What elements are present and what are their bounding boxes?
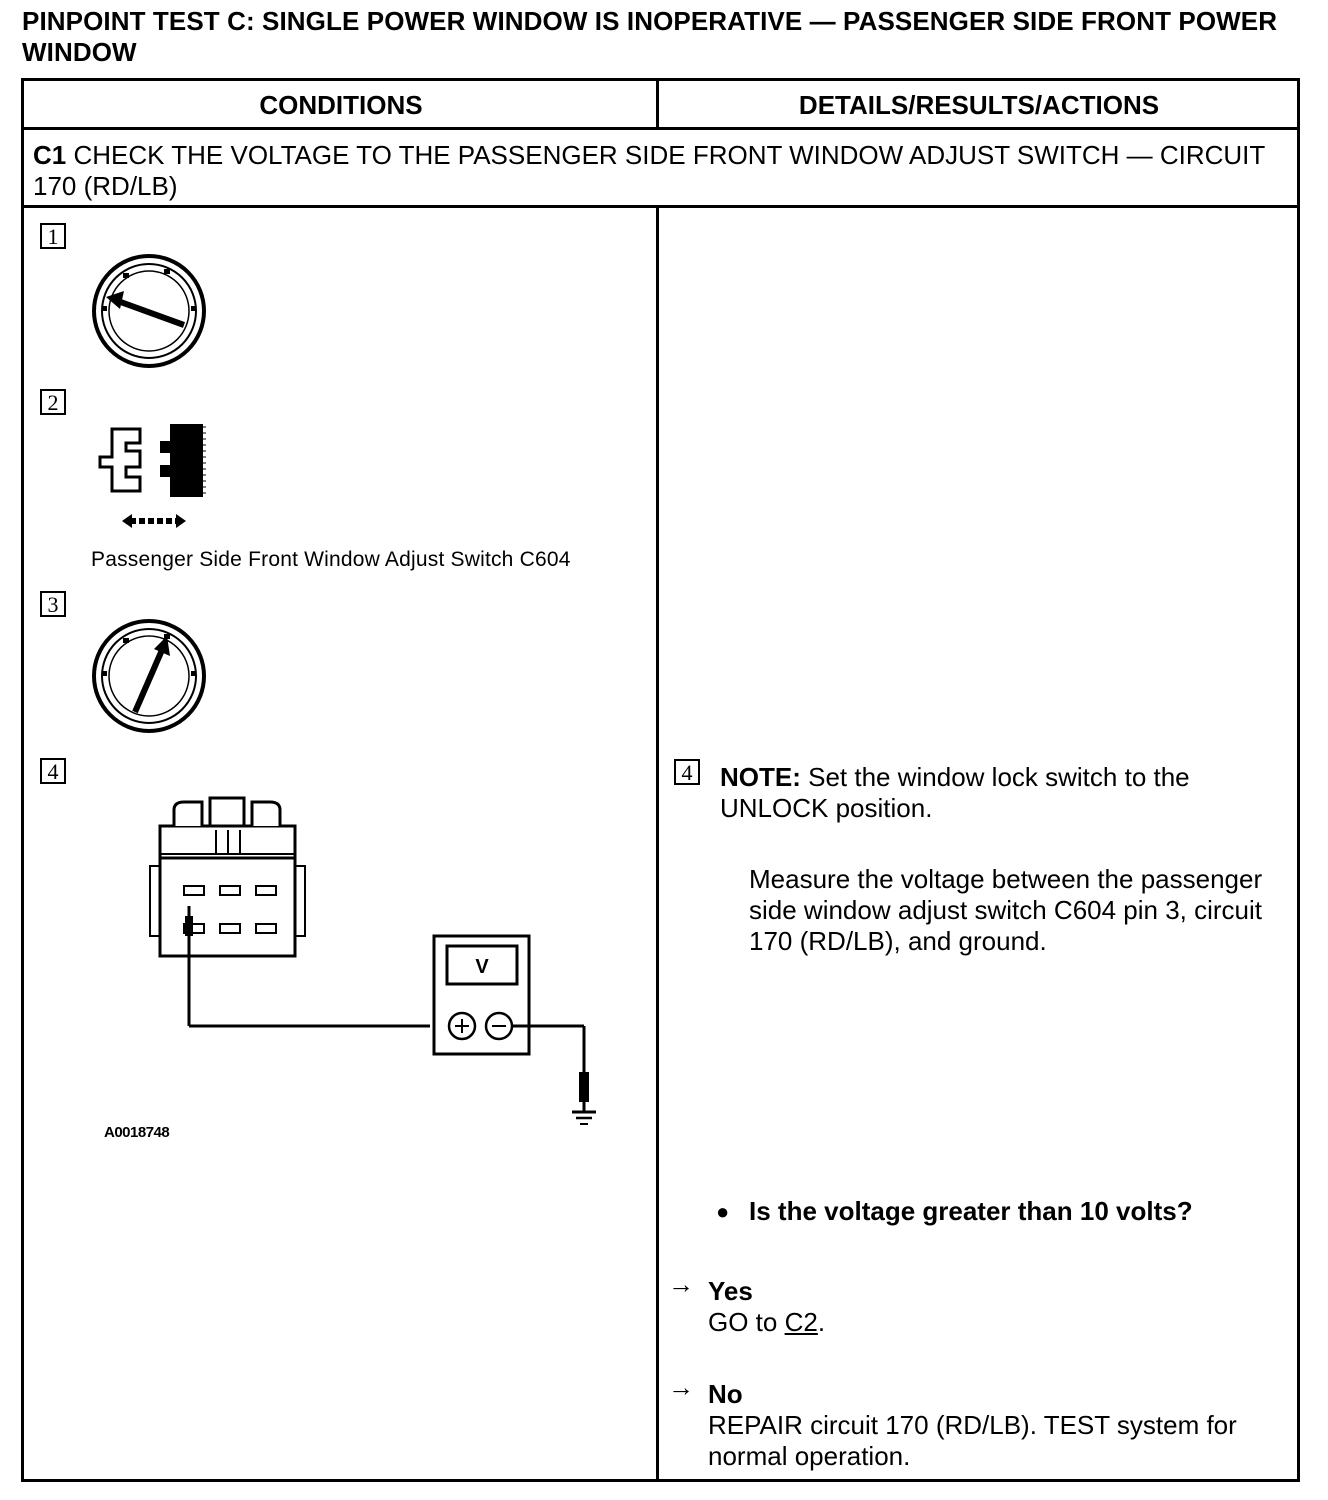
disconnect-connector-icon (90, 421, 210, 536)
pinpoint-test-table (21, 78, 1300, 1482)
conditions-header: CONDITIONS (259, 90, 423, 120)
note (720, 762, 1280, 824)
figure-id: A0018748 (104, 1124, 170, 1141)
substep-3-number: 3 (40, 591, 66, 617)
yes-action-suffix: . (817, 1307, 826, 1337)
details-step-number: 4 (674, 759, 700, 785)
question: Is the voltage greater than 10 volts? (749, 1196, 1193, 1226)
no-action: REPAIR circuit 170 (RD/LB). TEST system for normal operation. (708, 1410, 1237, 1471)
substep-2-caption: Passenger Side Front Window Adjust Switch C604 (91, 548, 571, 571)
table-header (24, 81, 1297, 130)
ignition-switch-off-icon (90, 251, 210, 371)
details-header: DETAILS/RESULTS/ACTIONS (798, 90, 1160, 120)
yes-action-prefix: GO to (708, 1307, 778, 1337)
column-divider (656, 208, 659, 1479)
step-code: C1 (33, 140, 67, 170)
note-label: NOTE: (720, 762, 801, 792)
yes-action (708, 1307, 825, 1338)
column-divider (656, 81, 659, 127)
no-label: No (708, 1379, 743, 1409)
note-text: Set the window lock switch to the UNLOCK position. (720, 762, 1190, 823)
yes-label: Yes (708, 1276, 753, 1306)
ignition-switch-on-icon (90, 616, 210, 736)
step-c1-title (33, 140, 1273, 202)
no-arrow-icon: → (668, 1372, 694, 1402)
goto-c2-link[interactable]: C2 (784, 1307, 818, 1337)
yes-arrow-icon: → (668, 1269, 694, 1299)
page-title: PINPOINT TEST C: SINGLE POWER WINDOW IS INOPERATIVE — PASSENGER SIDE FRONT POWER WINDOW (22, 6, 1278, 67)
measure-instruction: Measure the voltage between the passenger side window adjust switch C604 pin 3, circuit 170 (RD/LB), and ground. (749, 864, 1263, 956)
step-text: CHECK THE VOLTAGE TO THE PASSENGER SIDE FRONT WINDOW ADJUST SWITCH — CIRCUIT 170 (RD/LB) (33, 140, 1265, 201)
substep-2-number: 2 (40, 389, 66, 415)
substep-1-number: 1 (40, 223, 66, 249)
substep-4-number: 4 (40, 758, 66, 784)
voltmeter-diagram (144, 796, 614, 1136)
meter-label: V (475, 956, 489, 978)
bullet-icon: ● (716, 1199, 730, 1224)
step-c1-row (24, 130, 1297, 208)
